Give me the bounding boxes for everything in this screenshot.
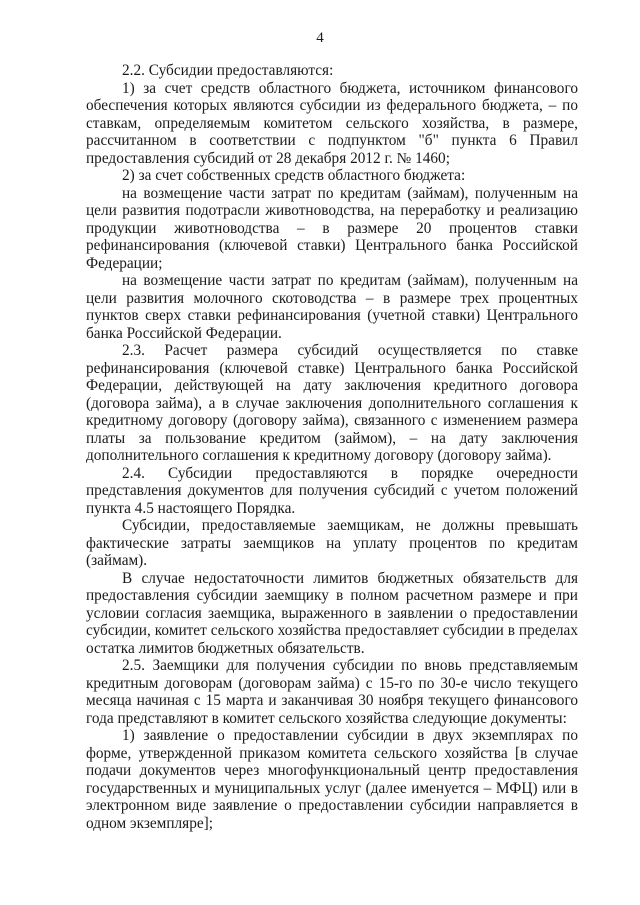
- paragraph-livestock-compensation: на возмещение части затрат по кредитам (займам), полученным на цели развития подотрасли животноводства, на переработку и реализацию продукции животноводства – в размере 20 процентов ставки рефинансирования (ключевой ставки) Центрального банка Российской Федерации;: [86, 184, 578, 272]
- paragraph-2-5-item-1: 1) заявление о предоставлении субсидии в двух экземплярах по форме, утвержденной приказом комитета сельского хозяйства [в случае подачи документов через многофункциональный центр предоставления государственных и муниципальных услуг (далее именуется – МФЦ) или в электронном виде заявление о предоставлении субсидии направляется в одном экземпляре];: [86, 727, 578, 832]
- paragraph-subsidy-limit: Субсидии, предоставляемые заемщикам, не должны превышать фактические затраты заемщиков на уплату процентов по кредитам (займам).: [86, 517, 578, 569]
- paragraph-dairy-compensation: на возмещение части затрат по кредитам (займам), полученным на цели развития молочного скотоводства – в размере трех процентных пунктов сверх ставки рефинансирования (учетной ставки) Центрального банка Российской Федерации.: [86, 272, 578, 342]
- paragraph-2-3: 2.3. Расчет размера субсидий осуществляется по ставке рефинансирования (ключевой ставке) Центрального банка Российской Федерации, действующей на дату заключения кредитного договора (договора займа), а в случае заключения дополнительного соглашения к кредитному договору (договору займа), связанного с изменением размера платы за пользование кредитом (займом), – на дату заключения дополнительного соглашения к кредитному договору (договору займа).: [86, 342, 578, 464]
- page-number: 4: [316, 30, 324, 46]
- paragraph-2-2-item-1: 1) за счет средств областного бюджета, источником финансового обеспечения которых являются субсидии из федерального бюджета, – по ставкам, определяемым комитетом сельского хозяйства, в размере, рассчитанном в соответствии с подпунктом "б" пункта 6 Правил предоставления субсидий от 28 декабря 2012 г. № 1460;: [86, 79, 578, 167]
- paragraph-2-2-item-2: 2) за счет собственных средств областного бюджета:: [122, 167, 466, 184]
- paragraph-2-4: 2.4. Субсидии предоставляются в порядке очередности представления документов для получения субсидий с учетом положений пункта 4.5 настоящего Порядка.: [86, 464, 578, 517]
- document-body: [86, 62, 578, 832]
- paragraph-2-2-heading: 2.2. Субсидии предоставляются:: [122, 62, 334, 79]
- paragraph-budget-shortage: В случае недостаточности лимитов бюджетных обязательств для предоставления субсидии заемщику в полном расчетном размере и при условии согласия заемщика, выраженного в заявлении о предоставлении субсидии, комитет сельского хозяйства предоставляет субсидии в пределах остатка лимитов бюджетных обязательств.: [86, 569, 578, 657]
- paragraph-2-5: 2.5. Заемщики для получения субсидии по вновь представляемым кредитным договорам (договорам займа) с 15-го по 30-е число текущего месяца начиная с 15 марта и заканчивая 30 ноября текущего финансового года представляют в комитет сельского хозяйства следующие документы:: [86, 657, 578, 727]
